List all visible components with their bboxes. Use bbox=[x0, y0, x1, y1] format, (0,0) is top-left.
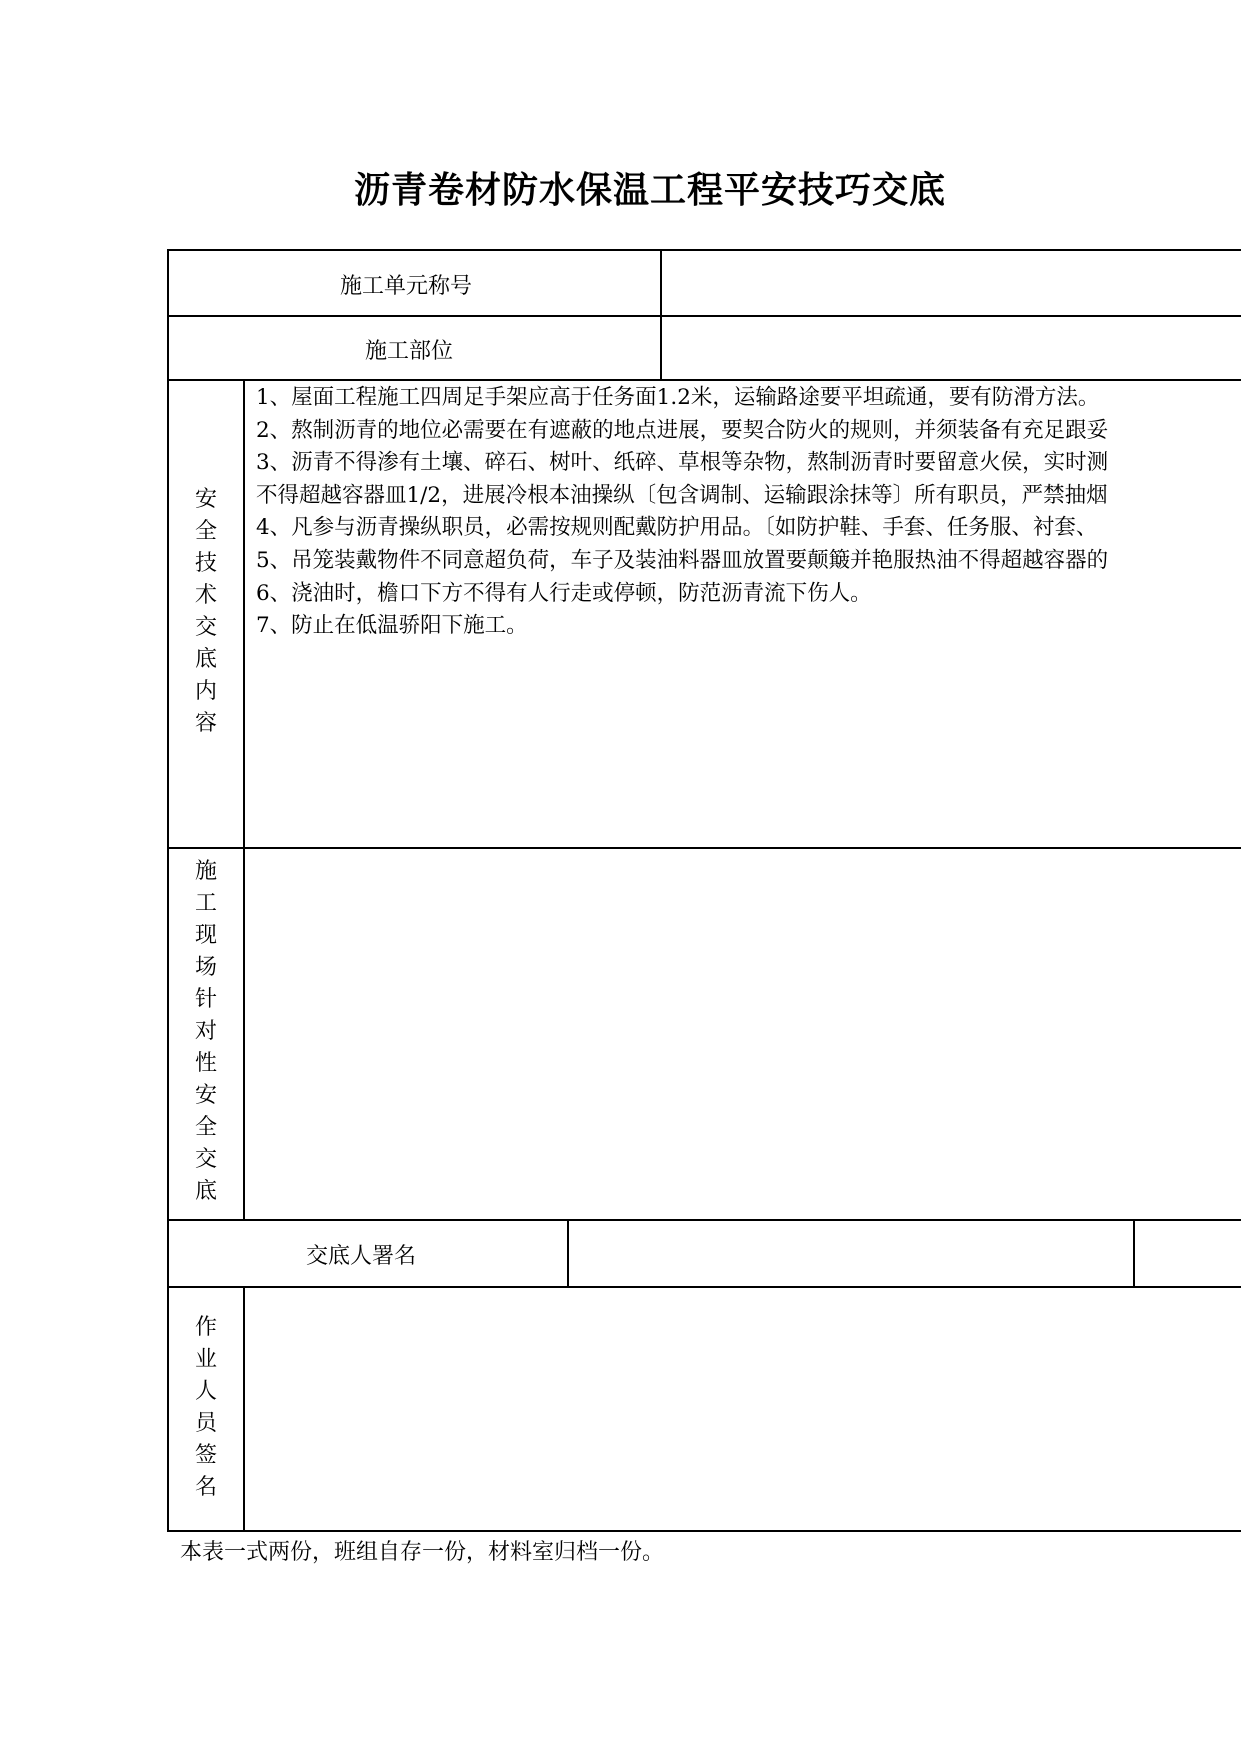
label-char: 底 bbox=[194, 1179, 217, 1204]
safety-content-label bbox=[168, 484, 244, 740]
label-char: 工 bbox=[194, 891, 217, 916]
table-top-border bbox=[167, 249, 1241, 251]
worker-signature-label bbox=[168, 1312, 244, 1504]
label-char: 技 bbox=[194, 551, 217, 576]
safety-line: 6、浇油时，檐口下方不得有人行走或停顿，防范沥青流下伤人。 bbox=[256, 580, 872, 606]
safety-line: 3、沥青不得渗有土壤、碎石、树叶、纸碎、草根等杂物，熬制沥青时要留意火侯，实时测 bbox=[256, 450, 1109, 476]
row-divider-4 bbox=[167, 1219, 1241, 1221]
label-char: 对 bbox=[194, 1019, 217, 1044]
label-char: 安 bbox=[194, 487, 217, 512]
label-char: 底 bbox=[194, 647, 217, 672]
safety-line: 4、凡参与沥青操纵职员，必需按规则配戴防护用品。〔如防护鞋、手套、任务服、衬套、 bbox=[256, 515, 1098, 541]
col-divider-signer-2 bbox=[1133, 1219, 1135, 1287]
footer-note: 本表一式两份，班组自存一份，材料室归档一份。 bbox=[180, 1540, 665, 1565]
signer-label: 交底人署名 bbox=[306, 1244, 417, 1269]
construction-part-value[interactable] bbox=[680, 334, 1220, 362]
col-divider-unit bbox=[660, 249, 662, 380]
row-divider-5 bbox=[167, 1286, 1241, 1288]
table-bottom-border bbox=[167, 1530, 1241, 1532]
safety-line: 2、熬制沥青的地位必需要在有遮蔽的地点进展，要契合防火的规则，并须装备有充足跟妥 bbox=[256, 417, 1109, 443]
label-char: 业 bbox=[194, 1347, 217, 1372]
safety-line: 不得超越容器皿1/2，进展冷根本油操纵〔包含调制、运输跟涂抹等〕所有职员，严禁抽烟 bbox=[256, 482, 1108, 508]
site-specific-label bbox=[168, 856, 244, 1208]
label-char: 针 bbox=[194, 987, 217, 1012]
row-divider-3 bbox=[167, 847, 1241, 849]
col-divider-signer-1 bbox=[567, 1219, 569, 1287]
label-char: 性 bbox=[194, 1051, 217, 1076]
label-char: 员 bbox=[194, 1411, 217, 1436]
label-char: 名 bbox=[194, 1475, 217, 1500]
signer-value[interactable] bbox=[585, 1239, 1115, 1267]
label-char: 交 bbox=[194, 1147, 217, 1172]
label-char: 全 bbox=[194, 1115, 217, 1140]
label-char: 作 bbox=[194, 1315, 217, 1340]
label-char: 安 bbox=[194, 1083, 217, 1108]
construction-part-label: 施工部位 bbox=[365, 339, 454, 364]
row-divider-2 bbox=[167, 379, 1241, 381]
unit-name-label: 施工单元称号 bbox=[340, 274, 473, 299]
label-char: 全 bbox=[194, 519, 217, 544]
label-char: 术 bbox=[194, 583, 217, 608]
label-char: 交 bbox=[194, 615, 217, 640]
label-char: 内 bbox=[194, 679, 217, 704]
safety-line: 5、吊笼装戴物件不同意超负荷，车子及装油料器皿放置要颠簸并艳服热油不得超越容器的 bbox=[256, 547, 1109, 573]
label-char: 签 bbox=[194, 1443, 217, 1468]
label-char: 场 bbox=[194, 955, 217, 980]
safety-line: 7、防止在低温骄阳下施工。 bbox=[256, 613, 528, 639]
safety-content-text bbox=[256, 382, 1108, 643]
label-char: 现 bbox=[194, 923, 217, 948]
safety-line: 1、屋面工程施工四周足手架应高于任务面1.2米，运输路途要平坦疏通，要有防滑方法。 bbox=[256, 385, 1100, 410]
label-char: 人 bbox=[194, 1379, 217, 1404]
label-char: 施 bbox=[194, 859, 217, 884]
unit-name-value[interactable] bbox=[680, 269, 1220, 297]
row-divider-1 bbox=[167, 315, 1241, 317]
label-char: 容 bbox=[194, 711, 217, 736]
document-title: 沥青卷材防水保温工程平安技巧交底 bbox=[353, 169, 946, 211]
